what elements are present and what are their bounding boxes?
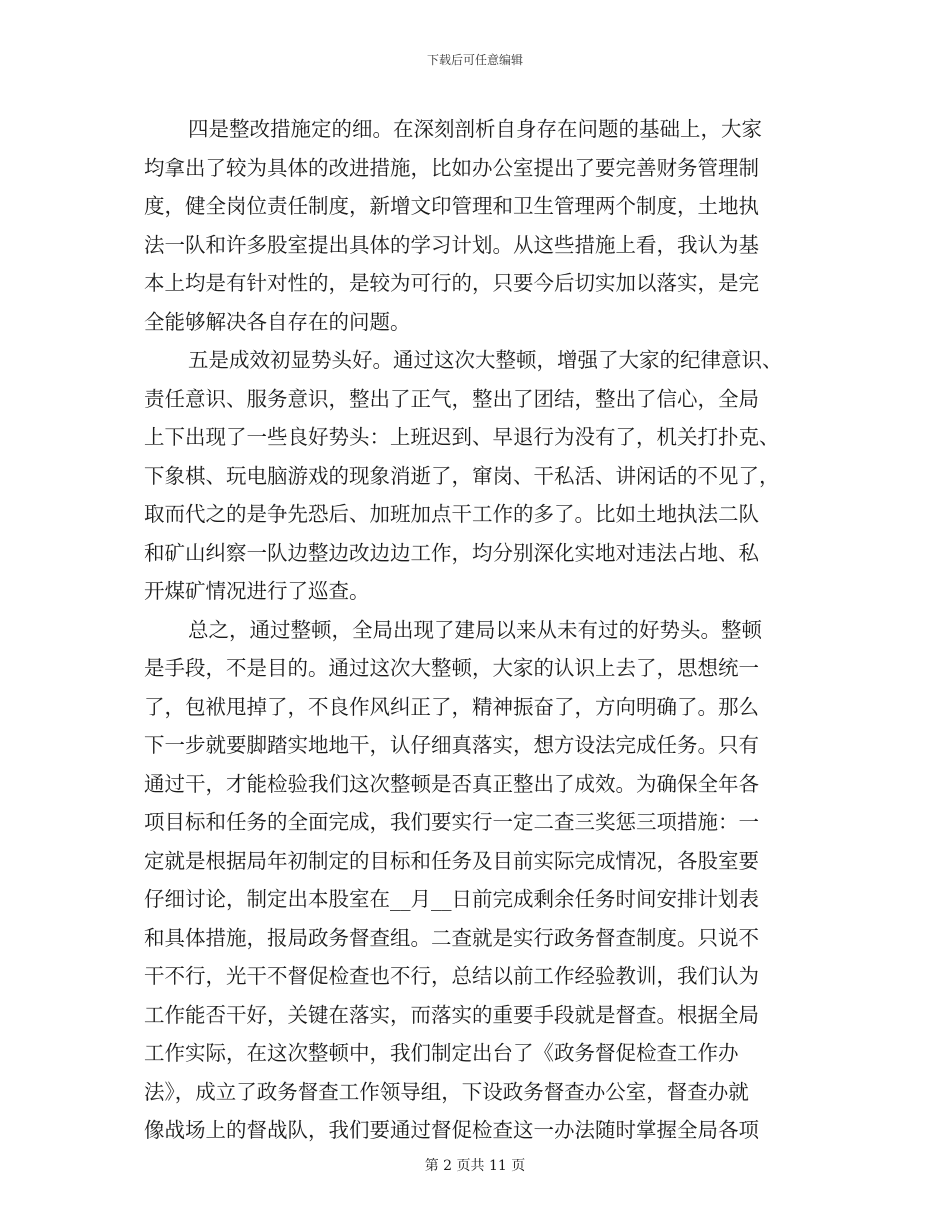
- text-line: 五是成效初显势头好。通过这次大整顿，增强了大家的纪律意识、: [188, 348, 783, 372]
- text-line: 取而代之的是争先恐后、加班加点干工作的多了。比如土地执法二队: [144, 502, 759, 526]
- text-line: 下象棋、玩电脑游戏的现象消逝了，窜岗、干私活、讲闲话的不见了，: [144, 463, 780, 488]
- text-line: 像战场上的督战队，我们要通过督促检查这一办法随时掌握全局各项: [144, 1118, 759, 1142]
- text-line: 了，包袱甩掉了，不良作风纠正了，精神振奋了，方向明确了。那么: [144, 694, 759, 719]
- text-line: 法一队和许多股室提出具体的学习计划。从这些措施上看，我认为基: [144, 232, 759, 257]
- text-line: 定就是根据局年初制定的目标和任务及目前实际完成情况，各股室要: [144, 848, 759, 873]
- text-line: 开煤矿情况进行了巡查。: [144, 579, 370, 603]
- page-header: 下载后可任意编辑: [426, 53, 523, 67]
- text-line: 四是整改措施定的细。在深刻剖析自身存在问题的基础上，大家: [188, 117, 762, 141]
- text-line: 总之，通过整顿，全局出现了建局以来从未有过的好势头。整顿: [188, 617, 762, 642]
- text-line: 通过干，才能检验我们这次整顿是否真正整出了成效。为确保全年各: [144, 771, 759, 796]
- text-line: 本上均是有针对性的，是较为可行的，只要今后切实加以落实，是完: [144, 271, 759, 295]
- text-line: 均拿出了较为具体的改进措施，比如办公室提出了要完善财务管理制: [144, 155, 759, 180]
- text-line: 全能够解决各自存在的问题。: [144, 309, 411, 334]
- document-body: [144, 110, 816, 1150]
- text-line: 法》，成立了政务督查工作领导组，下设政务督查办公室，督查办就: [144, 1079, 749, 1104]
- text-line: 上下出现了一些良好势头：上班迟到、早退行为没有了，机关打扑克、: [144, 425, 780, 449]
- text-line: 工作能否干好，关键在落实，而落实的重要手段就是督查。根据全局: [144, 1002, 759, 1027]
- page-number: 第 2 页共 11 页: [424, 1158, 526, 1174]
- text-line: 和具体措施，报局政务督查组。二查就是实行政务督查制度。只说不: [144, 925, 759, 950]
- text-line: 和矿山纠察一队边整边改边边工作，均分别深化实地对违法占地、私: [144, 540, 759, 565]
- text-line: 度，健全岗位责任制度，新增文印管理和卫生管理两个制度，土地执: [144, 194, 759, 218]
- text-line: 干不行，光干不督促检查也不行，总结以前工作经验教训，我们认为: [144, 964, 759, 988]
- text-line: 工作实际，在这次整顿中，我们制定出台了《政务督促检查工作办: [144, 1041, 739, 1065]
- text-line: 责任意识、服务意识，整出了正气，整出了团结，整出了信心，全局: [144, 386, 759, 411]
- text-line: 项目标和任务的全面完成，我们要实行一定二查三奖惩三项措施：一: [144, 810, 759, 834]
- text-line: 是手段，不是目的。通过这次大整顿，大家的认识上去了，思想统一: [144, 656, 759, 680]
- text-line: 仔细讨论，制定出本股室在__月__日前完成剩余任务时间安排计划表: [144, 887, 759, 911]
- text-line: 下一步就要脚踏实地地干，认仔细真落实，想方设法完成任务。只有: [144, 733, 759, 757]
